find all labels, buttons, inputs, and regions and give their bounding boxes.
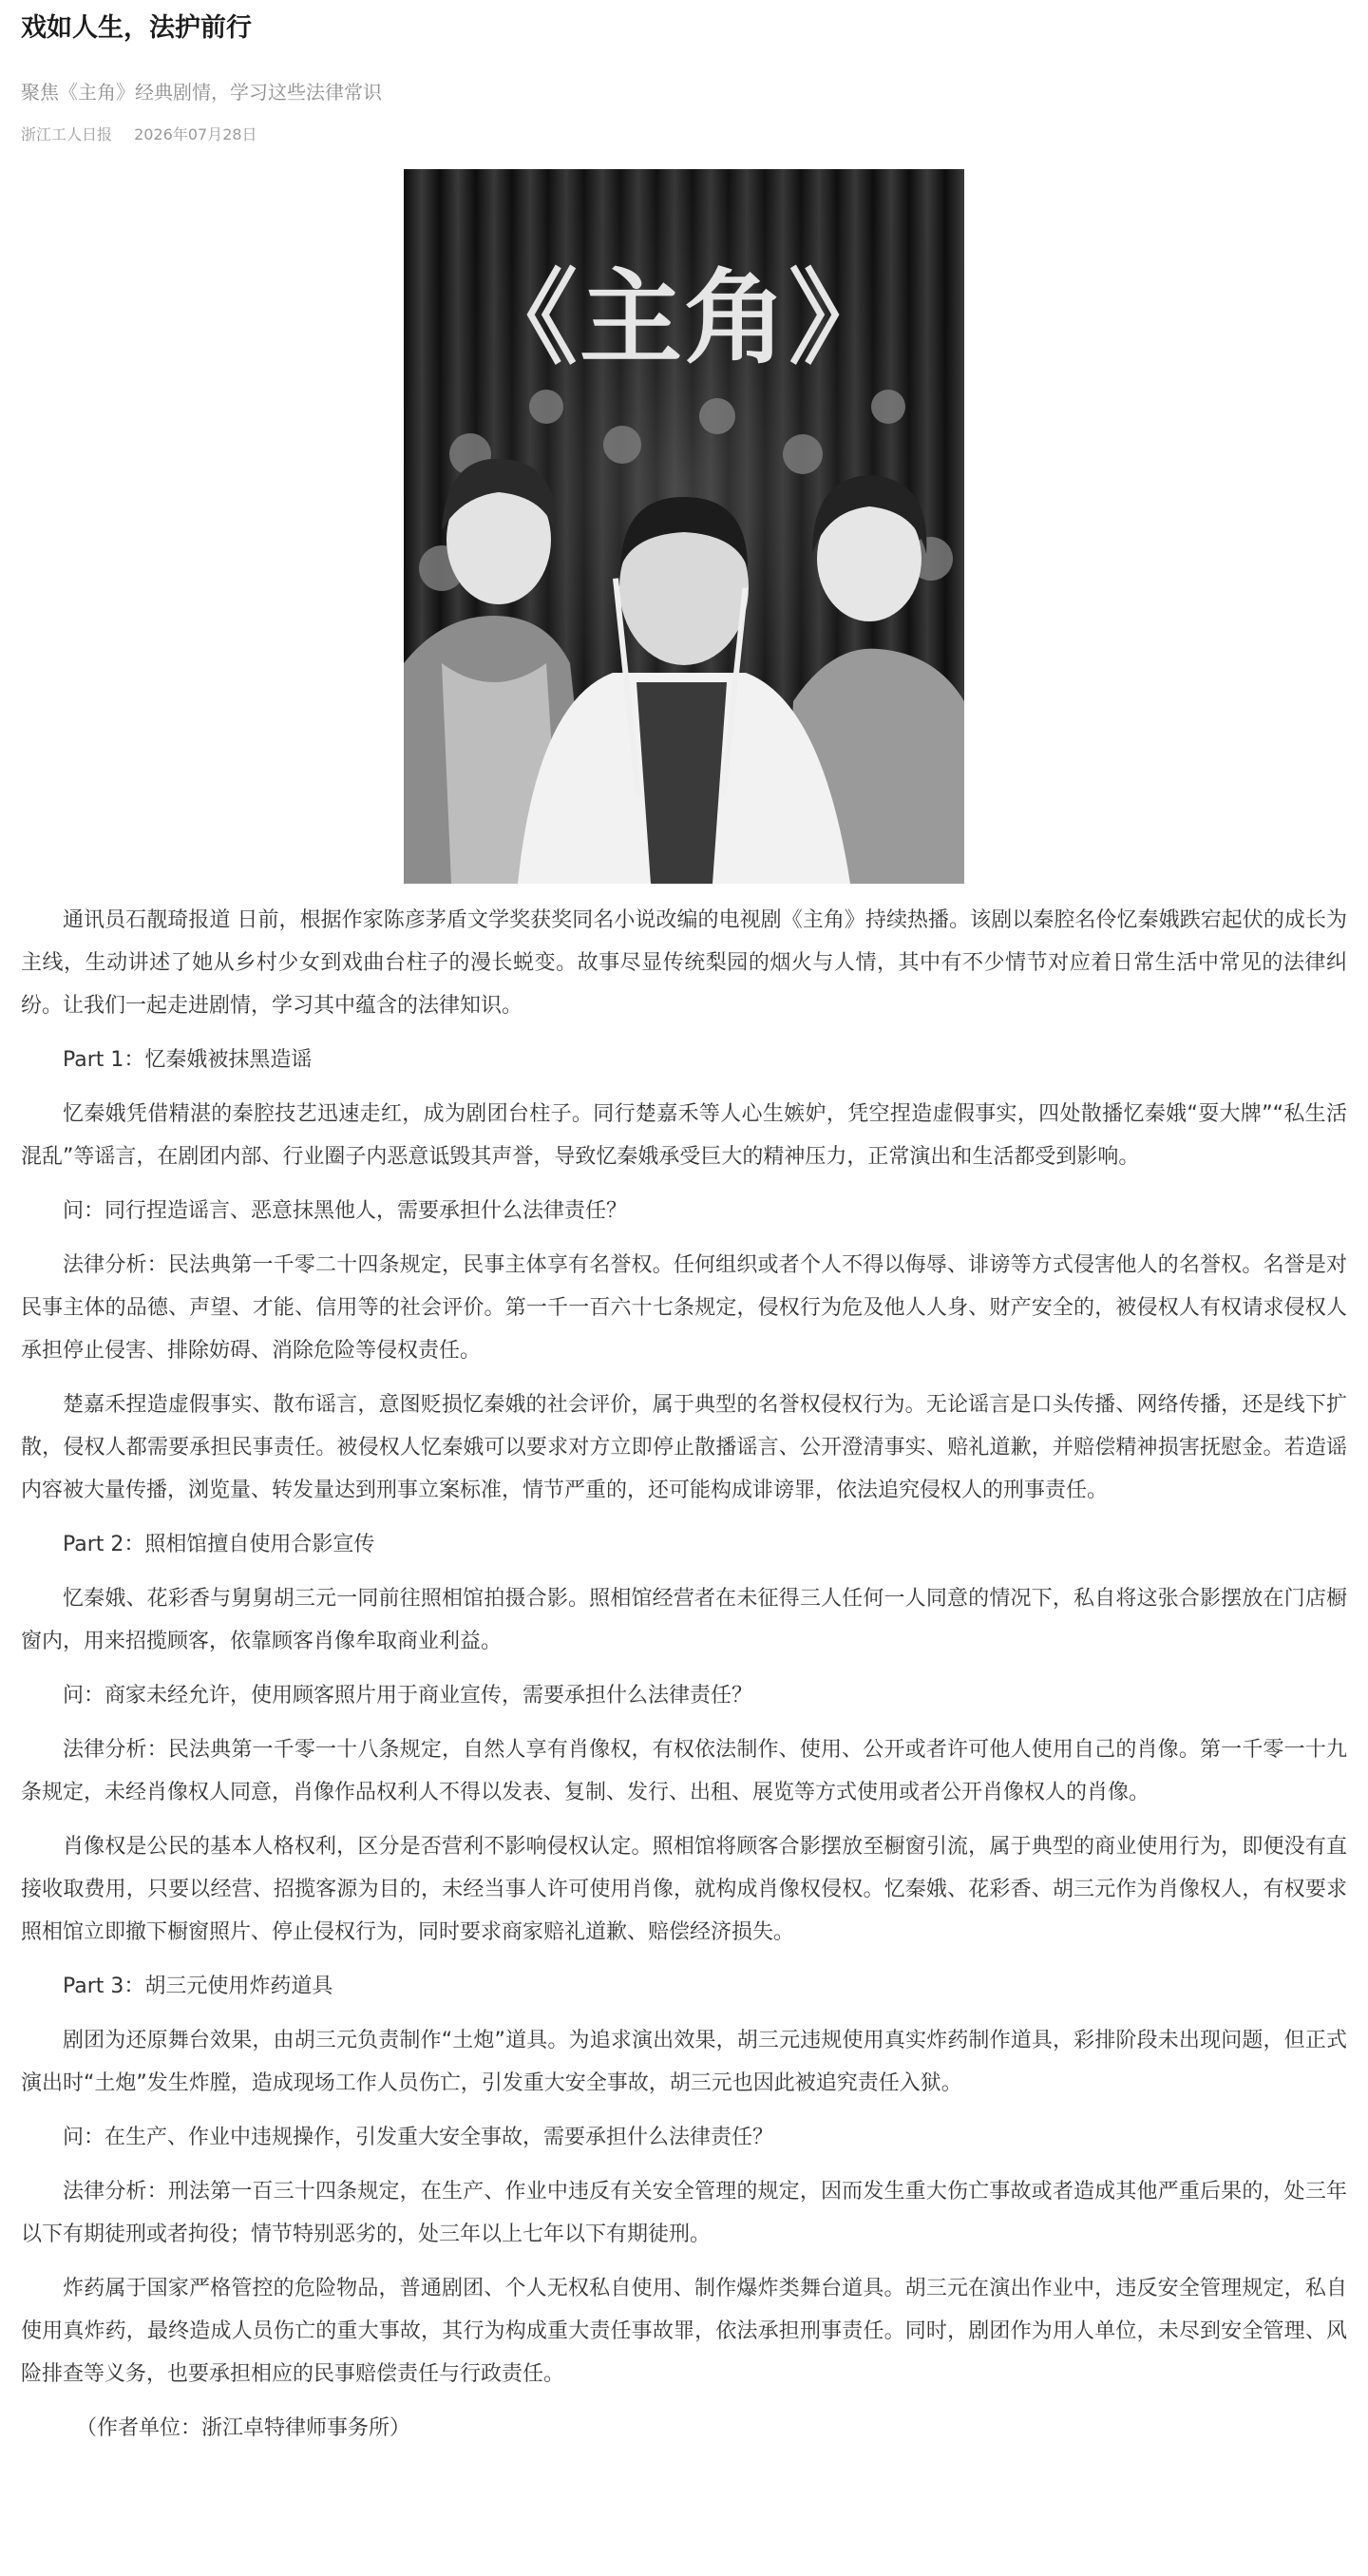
- drama-poster-image: [404, 169, 964, 884]
- poster-title-text: 《主角》: [474, 258, 893, 378]
- author-byline: （作者单位：浙江卓特律师事务所）: [76, 2416, 411, 2440]
- paragraph: 楚嘉禾捏造虚假事实、散布谣言，意图贬损忆秦娥的社会评价，属于典型的名誉权侵权行为。无论谣言是口头传播、网络传播，还是线下扩散，侵权人都需要承担民事责任。被侵权人忆秦娥可以要求对方立即停止散播谣言、公开澄清事实、赔礼道歉，并赔偿精神损害抚慰金。若造谣内容被大量传播，浏览量、转发量达到刑事立案标准，情节严重的，还可能构成诽谤罪，依法追究侵权人的刑事责任。: [21, 1393, 1347, 1502]
- paragraph: 肖像权是公民的基本人格权利，区分是否营利不影响侵权认定。照相馆将顾客合影摆放至橱窗引流，属于典型的商业使用行为，即便没有直接收取费用，只要以经营、招揽客源为目的，未经当事人许可使用肖像，就构成肖像权侵权。忆秦娥、花彩香、胡三元作为肖像权人，有权要求照相馆立即撤下橱窗照片、停止侵权行为，同时要求商家赔礼道歉、赔偿经济损失。: [21, 1835, 1347, 1944]
- paragraph: 通讯员石靓琦报道 日前，根据作家陈彦茅盾文学奖获奖同名小说改编的电视剧《主角》持续热播。该剧以秦腔名伶忆秦娥跌宕起伏的成长为主线，生动讲述了她从乡村少女到戏曲台柱子的漫长蜕变。故事尽显传统梨园的烟火与人情，其中有不少情节对应着日常生活中常见的法律纠纷。让我们一起走进剧情，学习其中蕴含的法律知识。: [21, 908, 1347, 1018]
- section-heading: Part 1：忆秦娥被抹黑造谣: [63, 1048, 313, 1072]
- paragraph: 剧团为还原舞台效果，由胡三元负责制作“土炮”道具。为追求演出效果，胡三元违规使用真实炸药制作道具，彩排阶段未出现问题，但正式演出时“土炮”发生炸膛，造成现场工作人员伤亡，引发重大安全事故，胡三元也因此被追究责任入狱。: [21, 2029, 1347, 2095]
- question: 问：同行捏造谣言、恶意抹黑他人，需要承担什么法律责任？: [63, 1199, 628, 1223]
- paragraph: 忆秦娥、花彩香与舅舅胡三元一同前往照相馆拍摄合影。照相馆经营者在未征得三人任何一人同意的情况下，私自将这张合影摆放在门店橱窗内，用来招揽顾客，依靠顾客肖像牟取商业利益。: [21, 1587, 1347, 1653]
- article-source: 浙江工人日报: [21, 125, 113, 143]
- question: 问：商家未经允许，使用顾客照片用于商业宣传，需要承担什么法律责任？: [63, 1684, 753, 1708]
- section-heading: Part 2：照相馆擅自使用合影宣传: [63, 1533, 375, 1556]
- paragraph: 法律分析：民法典第一千零二十四条规定，民事主体享有名誉权。任何组织或者个人不得以侮辱、诽谤等方式侵害他人的名誉权。名誉是对民事主体的品德、声望、才能、信用等的社会评价。第一千一百六十七条规定，侵权行为危及他人人身、财产安全的，被侵权人有权请求侵权人承担停止侵害、排除妨碍、消除危险等侵权责任。: [21, 1253, 1347, 1363]
- paragraph: 法律分析：刑法第一百三十四条规定，在生产、作业中违反有关安全管理的规定，因而发生重大伤亡事故或者造成其他严重后果的，处三年以下有期徒刑或者拘役；情节特别恶劣的，处三年以上七年以下有期徒刑。: [21, 2180, 1347, 2246]
- paragraph: 忆秦娥凭借精湛的秦腔技艺迅速走红，成为剧团台柱子。同行楚嘉禾等人心生嫉妒，凭空捏造虚假事实，四处散播忆秦娥“耍大牌”“私生活混乱”等谣言，在剧团内部、行业圈子内恶意诋毁其声誉，导致忆秦娥承受巨大的精神压力，正常演出和生活都受到影响。: [21, 1102, 1347, 1169]
- section-heading: Part 3：胡三元使用炸药道具: [63, 1975, 333, 1998]
- article-subtitle: 聚焦《主角》经典剧情，学习这些法律常识: [21, 81, 382, 104]
- paragraph: 炸药属于国家严格管控的危险物品，普通剧团、个人无权私自使用、制作爆炸类舞台道具。胡三元在演出作业中，违反安全管理规定，私自使用真炸药，最终造成人员伤亡的重大事故，其行为构成重大责任事故罪，依法承担刑事责任。同时，剧团作为用人单位，未尽到安全管理、风险排查等义务，也要承担相应的民事赔偿责任与行政责任。: [21, 2277, 1347, 2386]
- article-date: 2026年07月28日: [134, 125, 257, 143]
- article-title: 戏如人生，法护前行: [21, 13, 252, 43]
- article-body: [21, 899, 1347, 2450]
- paragraph: 法律分析：民法典第一千零一十八条规定，自然人享有肖像权，有权依法制作、使用、公开或者许可他人使用自己的肖像。第一千零一十九条规定，未经肖像权人同意，肖像作品权利人不得以发表、复制、发行、出租、展览等方式使用或者公开肖像权人的肖像。: [21, 1738, 1347, 1804]
- article-meta: [21, 124, 1347, 145]
- question: 问：在生产、作业中违规操作，引发重大安全事故，需要承担什么法律责任？: [63, 2126, 774, 2149]
